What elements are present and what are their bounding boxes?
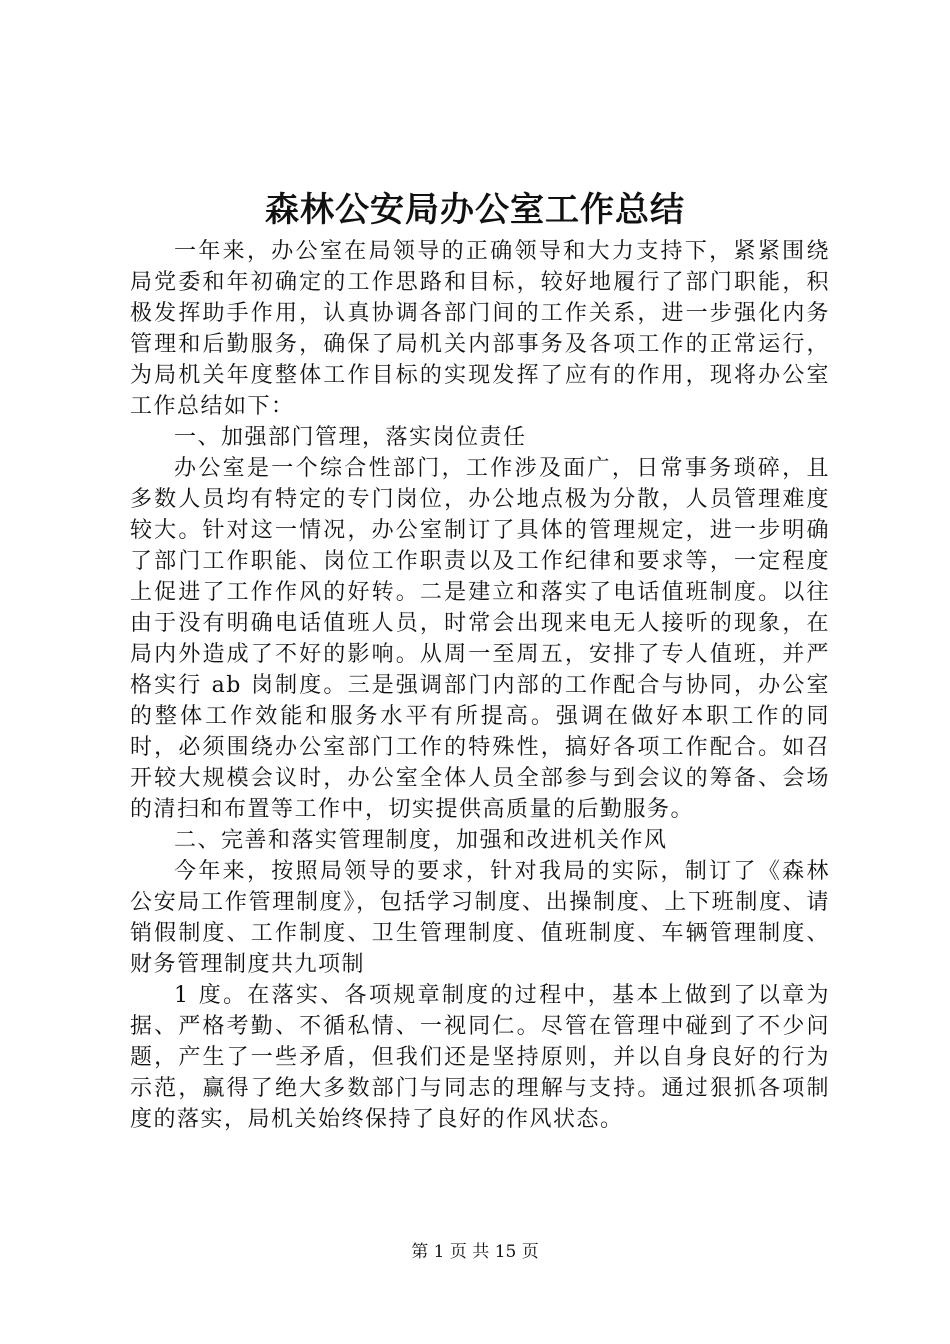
section-heading-2: 二、完善和落实管理制度，加强和改进机关作风 xyxy=(174,828,668,853)
section-1-paragraph: 办公室是一个综合性部门，工作涉及面广，日常事务琐碎，且多数人员均有特定的专门岗位，办公地点极为分散，人员管理难度较大。针对这一情况，办公室制订了具体的管理规定，进一步明确了部门工作职能、岗位工作职责以及工作纪律和要求等，一定程度上促进了工作作风的好转。二是建立和落实了电话值班制度。以往由于没有明确电话值班人员，时常会出现来电无人接听的现象，在局内外造成了不好的影响。从周一至周五，安排了专人值班，并严格实行 ab 岗制度。三是强调部门内部的工作配合与协同，办公室的整体工作效能和服务水平有所提高。强调在做好本职工作的同时，必须围绕办公室部门工作的特殊性，搞好各项工作配合。如召开较大规模会议时，办公室全体人员全部参与到会议的筹备、会场的清扫和布置等工作中，切实提供高质量的后勤服务。 xyxy=(130,456,830,822)
section-heading-1: 一、加强部门管理，落实岗位责任 xyxy=(174,425,527,450)
section-2-paragraph: 今年来，按照局领导的要求，针对我局的实际，制订了《森林公安局工作管理制度》，包括学习制度、出操制度、上下班制度、请销假制度、工作制度、卫生管理制度、值班制度、车辆管理制度、财务管理制度共九项制 xyxy=(130,859,830,977)
document-body xyxy=(130,236,830,1135)
document-title: 森林公安局办公室工作总结 xyxy=(265,190,685,230)
page-footer: 第 1 页 共 15 页 xyxy=(411,1242,539,1262)
section-2-continuation-paragraph: 1 度。在落实、各项规章制度的过程中，基本上做到了以章为据、严格考勤、不循私情、一视同仁。尽管在管理中碰到了不少问题，产生了一些矛盾，但我们还是坚持原则，并以自身良好的行为示范，赢得了绝大多数部门与同志的理解与支持。通过狠抓各项制度的落实，局机关始终保持了良好的作风状态。 xyxy=(130,983,830,1132)
intro-paragraph: 一年来，办公室在局领导的正确领导和大力支持下，紧紧围绕局党委和年初确定的工作思路和目标，较好地履行了部门职能，积极发挥助手作用，认真协调各部门间的工作关系，进一步强化内务管理和后勤服务，确保了局机关内部事务及各项工作的正常运行，为局机关年度整体工作目标的实现发挥了应有的作用，现将办公室工作总结如下： xyxy=(130,239,830,419)
